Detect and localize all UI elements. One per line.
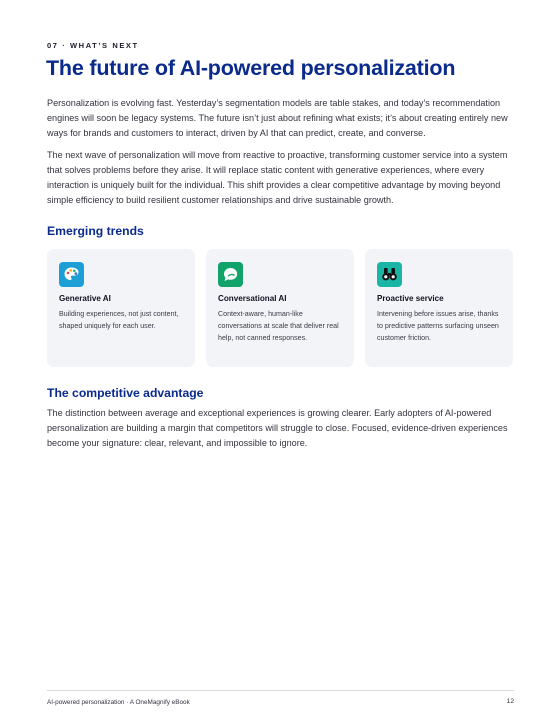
trend-card-proactive-service	[365, 249, 513, 367]
trend-card-body: Building experiences, not just content, shaped uniquely for each user.	[59, 310, 179, 330]
section-eyebrow: 07 · WHAT’S NEXT	[47, 41, 139, 50]
trend-card-body: Context-aware, human-like conversations at scale that deliver real help, not canned responses.	[218, 310, 339, 342]
binoculars-icon	[377, 262, 402, 287]
trend-card-title: Generative AI	[59, 294, 111, 303]
advantage-heading: The competitive advantage	[47, 386, 204, 400]
trend-card-body: Intervening before issues arise, thanks to predictive patterns surfacing unseen customer friction.	[377, 310, 499, 342]
trends-heading: Emerging trends	[47, 224, 144, 238]
speech-bubble-icon	[218, 262, 243, 287]
footer-divider	[47, 690, 514, 691]
intro-paragraph-1: Personalization is evolving fast. Yesterday’s segmentation models are table stakes, and today’s recommendation engines will soon be legacy systems. The future isn’t just about refining what exists; it’s about creating entirely new ways for brands and customers to interact, driven by AI that can predict, create, and converse.	[47, 98, 508, 138]
trend-card-generative-ai	[47, 249, 195, 367]
trend-card-title: Proactive service	[377, 294, 444, 303]
trend-card-conversational-ai	[206, 249, 354, 367]
palette-icon	[59, 262, 84, 287]
advantage-paragraph: The distinction between average and exceptional experiences is growing clearer. Early adopters of AI-powered personalization are building a margin that competitors will struggle to close. Focused, evidence-driven experiences become your signature: clear, relevant, and impossible to ignore.	[47, 408, 508, 448]
intro-paragraph-2: The next wave of personalization will move from reactive to proactive, transforming customer service into a system that solves problems before they arise. It will replace static content with generative experiences, where every interaction is uniquely built for the individual. This shift provides a clear competitive advantage by moving beyond simple efficiency to build resilient customer relationships and drive sustainable growth.	[47, 150, 508, 205]
trend-card-title: Conversational AI	[218, 294, 287, 303]
page-title: The future of AI-powered personalization	[46, 56, 456, 80]
footer-publication: AI-powered personalization · A OneMagnify eBook	[47, 699, 190, 706]
page-number: 12	[506, 698, 514, 705]
